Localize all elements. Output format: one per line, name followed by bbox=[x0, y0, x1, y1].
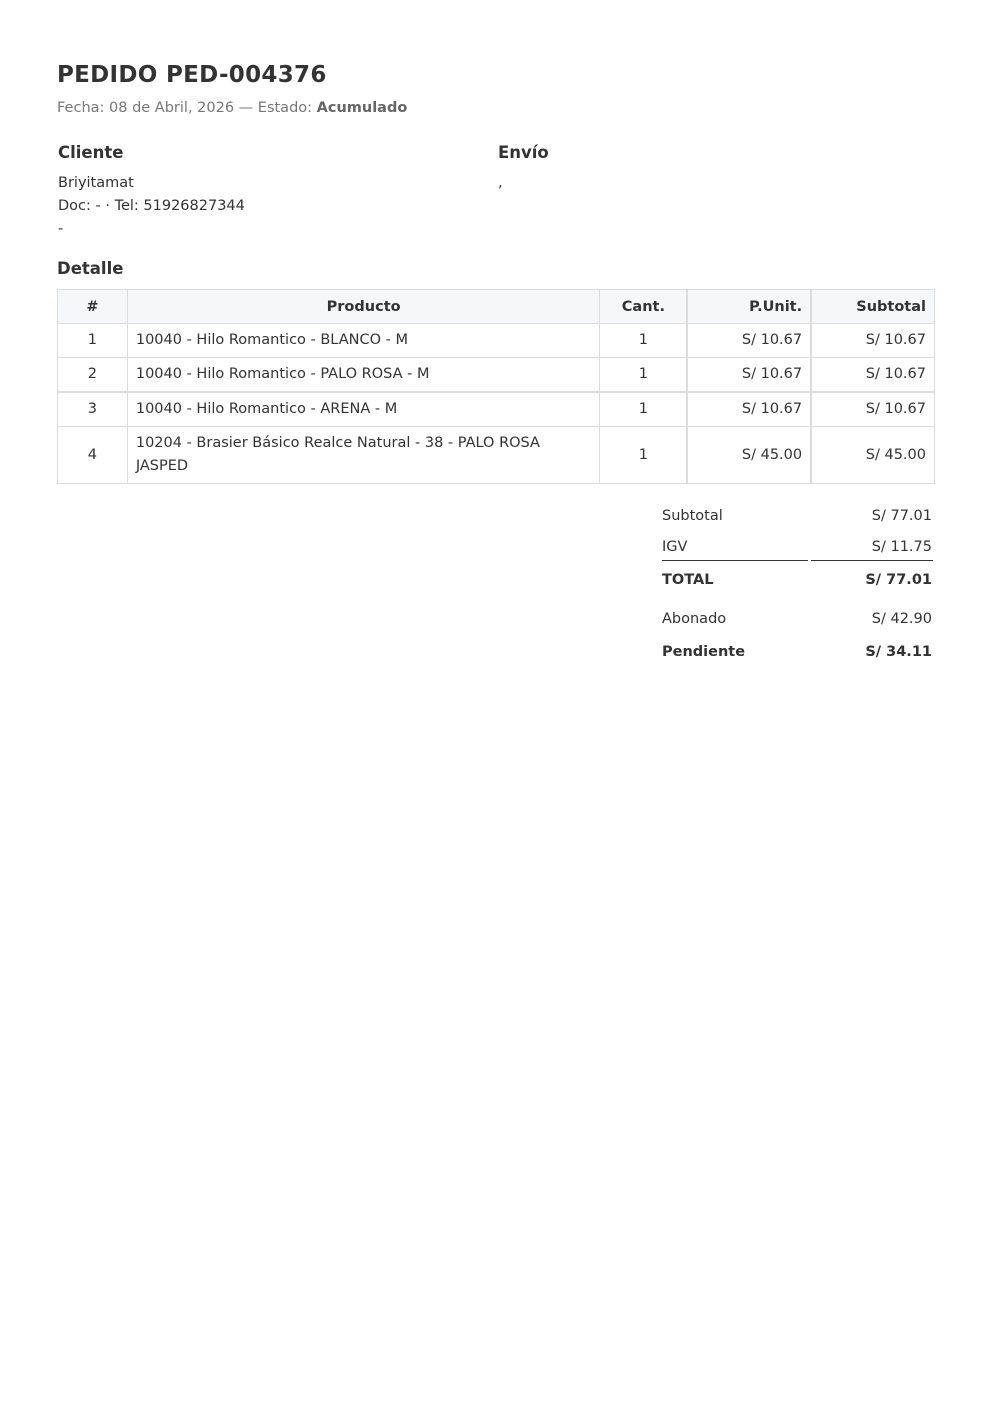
row-quantity: 1 bbox=[600, 392, 687, 427]
page-title: PEDIDO PED-004376 bbox=[57, 62, 327, 88]
row-number: 4 bbox=[58, 427, 128, 484]
subtotal-value: S/ 77.01 bbox=[871, 508, 932, 524]
row-product: 10040 - Hilo Romantico - ARENA - M bbox=[127, 392, 600, 427]
row-subtotal: S/ 10.67 bbox=[811, 358, 934, 393]
shipping-heading: Envío bbox=[498, 143, 549, 162]
total-row bbox=[662, 563, 934, 603]
table-row bbox=[58, 358, 935, 393]
row-subtotal: S/ 45.00 bbox=[811, 427, 934, 484]
client-extra: - bbox=[58, 221, 64, 237]
client-details bbox=[58, 172, 478, 241]
col-unit-price: P.Unit. bbox=[687, 290, 811, 324]
detail-heading: Detalle bbox=[57, 259, 124, 278]
paid-value: S/ 42.90 bbox=[871, 611, 932, 627]
row-quantity: 1 bbox=[600, 324, 687, 358]
pending-value: S/ 34.11 bbox=[865, 644, 932, 660]
row-unit-price: S/ 10.67 bbox=[687, 324, 811, 358]
order-meta bbox=[57, 100, 407, 116]
row-number: 3 bbox=[58, 392, 128, 427]
total-value: S/ 77.01 bbox=[865, 572, 932, 588]
divider bbox=[662, 560, 808, 561]
order-date: Fecha: 08 de Abril, 2026 — Estado: bbox=[57, 100, 317, 116]
row-product: 10040 - Hilo Romantico - BLANCO - M bbox=[127, 324, 600, 358]
row-unit-price: S/ 10.67 bbox=[687, 392, 811, 427]
total-label: TOTAL bbox=[662, 572, 714, 588]
row-product: 10040 - Hilo Romantico - PALO ROSA - M bbox=[127, 358, 600, 393]
row-quantity: 1 bbox=[600, 427, 687, 484]
shipping-details bbox=[498, 172, 918, 195]
row-number: 2 bbox=[58, 358, 128, 393]
client-doc-tel: Doc: - · Tel: 51926827344 bbox=[58, 198, 245, 214]
row-subtotal: S/ 10.67 bbox=[811, 324, 934, 358]
table-row bbox=[58, 392, 935, 427]
row-unit-price: S/ 45.00 bbox=[687, 427, 811, 484]
igv-value: S/ 11.75 bbox=[871, 539, 932, 555]
igv-row bbox=[662, 534, 934, 561]
shipping-address: , bbox=[498, 175, 503, 191]
row-quantity: 1 bbox=[600, 358, 687, 393]
table-row bbox=[58, 427, 935, 484]
shipping-section bbox=[498, 143, 918, 195]
row-product: 10204 - Brasier Básico Realce Natural - 38 - PALO ROSA JASPED bbox=[127, 427, 600, 484]
items-table bbox=[57, 289, 935, 484]
paid-label: Abonado bbox=[662, 611, 727, 627]
pending-label: Pendiente bbox=[662, 644, 746, 660]
order-status: Acumulado bbox=[316, 100, 408, 116]
row-unit-price: S/ 10.67 bbox=[687, 358, 811, 393]
igv-label: IGV bbox=[662, 539, 688, 555]
table-header-row bbox=[58, 290, 935, 324]
col-product: Producto bbox=[127, 290, 600, 324]
row-subtotal: S/ 10.67 bbox=[811, 392, 934, 427]
client-name: Briyitamat bbox=[58, 175, 134, 191]
client-section bbox=[58, 143, 478, 241]
pending-row bbox=[662, 636, 934, 669]
col-subtotal: Subtotal bbox=[811, 290, 934, 324]
col-number: # bbox=[58, 290, 128, 324]
totals-panel bbox=[662, 503, 934, 669]
subtotal-label: Subtotal bbox=[662, 508, 723, 524]
row-number: 1 bbox=[58, 324, 128, 358]
table-row bbox=[58, 324, 935, 358]
divider bbox=[811, 560, 933, 561]
col-quantity: Cant. bbox=[600, 290, 687, 324]
client-heading: Cliente bbox=[58, 143, 124, 162]
paid-row bbox=[662, 603, 934, 636]
subtotal-row bbox=[662, 503, 934, 534]
